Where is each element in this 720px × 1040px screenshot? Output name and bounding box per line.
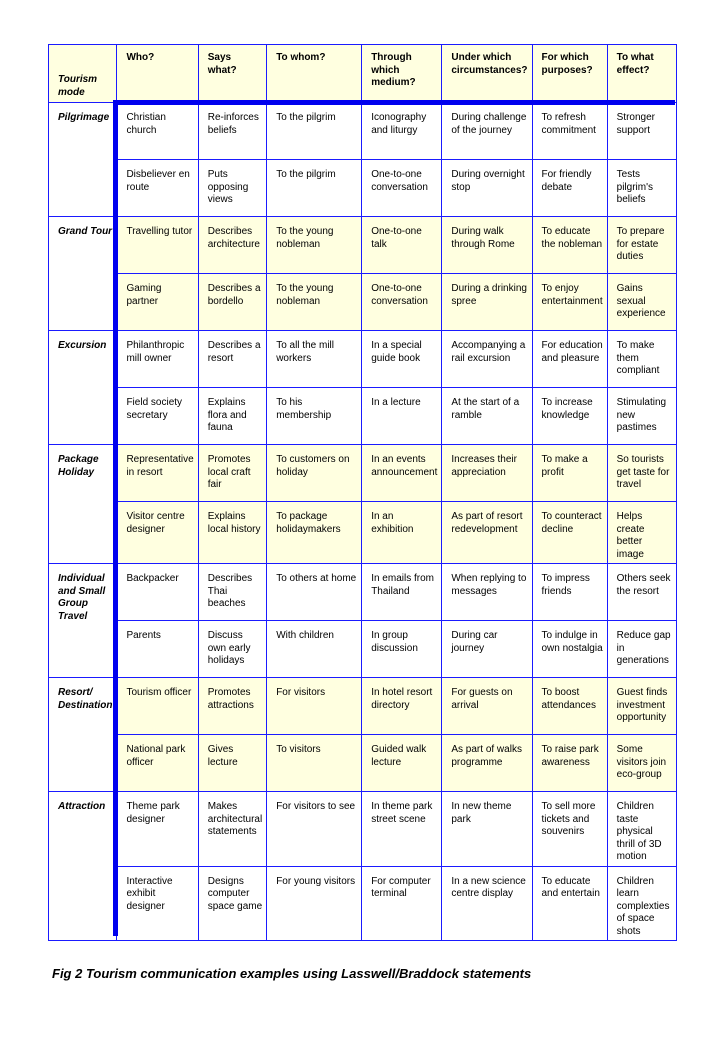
table-row (49, 274, 677, 331)
table-cell: In hotel resort directory (362, 678, 442, 735)
table-cell: To customers on holiday (267, 445, 362, 502)
table-cell: Philanthropic mill owner (117, 331, 198, 388)
table-cell: Describes a bordello (198, 274, 266, 331)
table-cell: To sell more tickets and souvenirs (532, 792, 607, 867)
vertical-accent-bar (113, 100, 118, 936)
table-row (49, 502, 677, 564)
table-cell: Designs computer space game (198, 866, 266, 941)
table-cell: Promotes local craft fair (198, 445, 266, 502)
table-cell: Makes architectural statements (198, 792, 266, 867)
table-cell: For visitors (267, 678, 362, 735)
table-cell: Children taste physical thrill of 3D motion (607, 792, 676, 867)
table-row (49, 735, 677, 792)
table-cell: Parents (117, 621, 198, 678)
table-cell: Guest finds investment opportunity (607, 678, 676, 735)
table-cell: To prepare for estate duties (607, 217, 676, 274)
table-cell: In an exhibition (362, 502, 442, 564)
table-row (49, 621, 677, 678)
table-cell: To make a profit (532, 445, 607, 502)
table-cell: One-to-one talk (362, 217, 442, 274)
table-cell: To educate the nobleman (532, 217, 607, 274)
table-cell: At the start of a ramble (442, 388, 532, 445)
table-row (49, 160, 677, 217)
table-cell: Representative in resort (117, 445, 198, 502)
table-cell: To impress friends (532, 564, 607, 621)
table-cell: One-to-one conversation (362, 274, 442, 331)
table-cell: In new theme park (442, 792, 532, 867)
table-cell: Re-inforces beliefs (198, 103, 266, 160)
header-medium: Through which medium? (362, 45, 442, 103)
table-cell: Stimulating new pastimes (607, 388, 676, 445)
table-cell: Others seek the resort (607, 564, 676, 621)
table-cell: In theme park street scene (362, 792, 442, 867)
table-cell: Describes a resort (198, 331, 266, 388)
table-cell: Stronger support (607, 103, 676, 160)
table-cell: During car journey (442, 621, 532, 678)
table-cell: Promotes attractions (198, 678, 266, 735)
table-cell: To make them compliant (607, 331, 676, 388)
table-cell: To indulge in own nostalgia (532, 621, 607, 678)
table-cell: As part of walks programme (442, 735, 532, 792)
table-cell: Visitor centre designer (117, 502, 198, 564)
table-cell: To the young nobleman (267, 274, 362, 331)
table-cell: To others at home (267, 564, 362, 621)
table-cell: In a new science centre display (442, 866, 532, 941)
table-cell: Gains sexual experience (607, 274, 676, 331)
table-cell: For young visitors (267, 866, 362, 941)
table-cell: To enjoy entertainment (532, 274, 607, 331)
table-cell: To the pilgrim (267, 160, 362, 217)
table-cell: To visitors (267, 735, 362, 792)
table-cell: To package holidaymakers (267, 502, 362, 564)
table-cell: Interactive exhibit designer (117, 866, 198, 941)
table-row (49, 678, 677, 735)
figure-caption: Fig 2 Tourism communication examples using Lasswell/Braddock statements (52, 966, 532, 981)
table-cell: Puts opposing views (198, 160, 266, 217)
table-cell: In a special guide book (362, 331, 442, 388)
table-cell: For education and pleasure (532, 331, 607, 388)
table-cell: As part of resort redevelopment (442, 502, 532, 564)
table-cell: For guests on arrival (442, 678, 532, 735)
table-cell: Describes Thai beaches (198, 564, 266, 621)
table-row (49, 217, 677, 274)
table-cell: Explains local history (198, 502, 266, 564)
table-cell: To all the mill workers (267, 331, 362, 388)
table-cell: Increases their appreciation (442, 445, 532, 502)
header-to-whom: To whom? (267, 45, 362, 103)
lasswell-table (48, 44, 677, 941)
table-cell: National park officer (117, 735, 198, 792)
mode-cell: Resort/ Destination (49, 678, 117, 792)
mode-cell: Attraction (49, 792, 117, 941)
table-cell: To counteract decline (532, 502, 607, 564)
table-row (49, 103, 677, 160)
table-cell: In an events announcement (362, 445, 442, 502)
table-cell: To educate and entertain (532, 866, 607, 941)
header-purposes: For which purposes? (532, 45, 607, 103)
table-cell: Field society secretary (117, 388, 198, 445)
table-cell: To raise park awareness (532, 735, 607, 792)
table-cell: For visitors to see (267, 792, 362, 867)
table-cell: Reduce gap in generations (607, 621, 676, 678)
table-cell: Explains flora and fauna (198, 388, 266, 445)
table-row (49, 792, 677, 867)
table-cell: Backpacker (117, 564, 198, 621)
table-cell: Children learn complexties of space shots (607, 866, 676, 941)
table-row (49, 388, 677, 445)
table-cell: During walk through Rome (442, 217, 532, 274)
table-cell: For friendly debate (532, 160, 607, 217)
table-row (49, 866, 677, 941)
table-cell: Travelling tutor (117, 217, 198, 274)
table-row (49, 564, 677, 621)
table-cell: Gaming partner (117, 274, 198, 331)
table-cell: In emails from Thailand (362, 564, 442, 621)
table-cell: Some visitors join eco-group (607, 735, 676, 792)
table-cell: To increase knowledge (532, 388, 607, 445)
table-cell: Discuss own early holidays (198, 621, 266, 678)
table-cell: During overnight stop (442, 160, 532, 217)
table-cell: Guided walk lecture (362, 735, 442, 792)
horizontal-accent-bar (113, 100, 675, 105)
table-cell: To refresh commitment (532, 103, 607, 160)
table-row (49, 445, 677, 502)
table-cell: To the young nobleman (267, 217, 362, 274)
mode-cell: Pilgrimage (49, 103, 117, 217)
table-cell: When replying to messages (442, 564, 532, 621)
table-cell: Gives lecture (198, 735, 266, 792)
table-cell: So tourists get taste for travel (607, 445, 676, 502)
table-cell: Disbeliever en route (117, 160, 198, 217)
table-cell: Describes architecture (198, 217, 266, 274)
header-circumstances: Under which circumstances? (442, 45, 532, 103)
header-says-what: Says what? (198, 45, 266, 103)
table-cell: To boost attendances (532, 678, 607, 735)
table-cell: With children (267, 621, 362, 678)
table-cell: Tourism officer (117, 678, 198, 735)
table-cell: Helps create better image (607, 502, 676, 564)
header-tourism-mode: Tourism mode (49, 45, 117, 103)
table-cell: To his membership (267, 388, 362, 445)
mode-cell: Grand Tour (49, 217, 117, 331)
mode-cell: Package Holiday (49, 445, 117, 564)
table-cell: In group discussion (362, 621, 442, 678)
table-cell: Christian church (117, 103, 198, 160)
header-effect: To what effect? (607, 45, 676, 103)
table-cell: Theme park designer (117, 792, 198, 867)
table-row (49, 331, 677, 388)
header-who: Who? (117, 45, 198, 103)
mode-cell: Individual and Small Group Travel (49, 564, 117, 678)
table-cell: Tests pilgrim's beliefs (607, 160, 676, 217)
table-cell: During challenge of the journey (442, 103, 532, 160)
table-cell: To the pilgrim (267, 103, 362, 160)
table-cell: During a drinking spree (442, 274, 532, 331)
table-cell: In a lecture (362, 388, 442, 445)
table-header-row (49, 45, 677, 103)
table-cell: One-to-one conversation (362, 160, 442, 217)
table-cell: Accompanying a rail excursion (442, 331, 532, 388)
mode-cell: Excursion (49, 331, 117, 445)
table-cell: Iconography and liturgy (362, 103, 442, 160)
table-cell: For computer terminal (362, 866, 442, 941)
